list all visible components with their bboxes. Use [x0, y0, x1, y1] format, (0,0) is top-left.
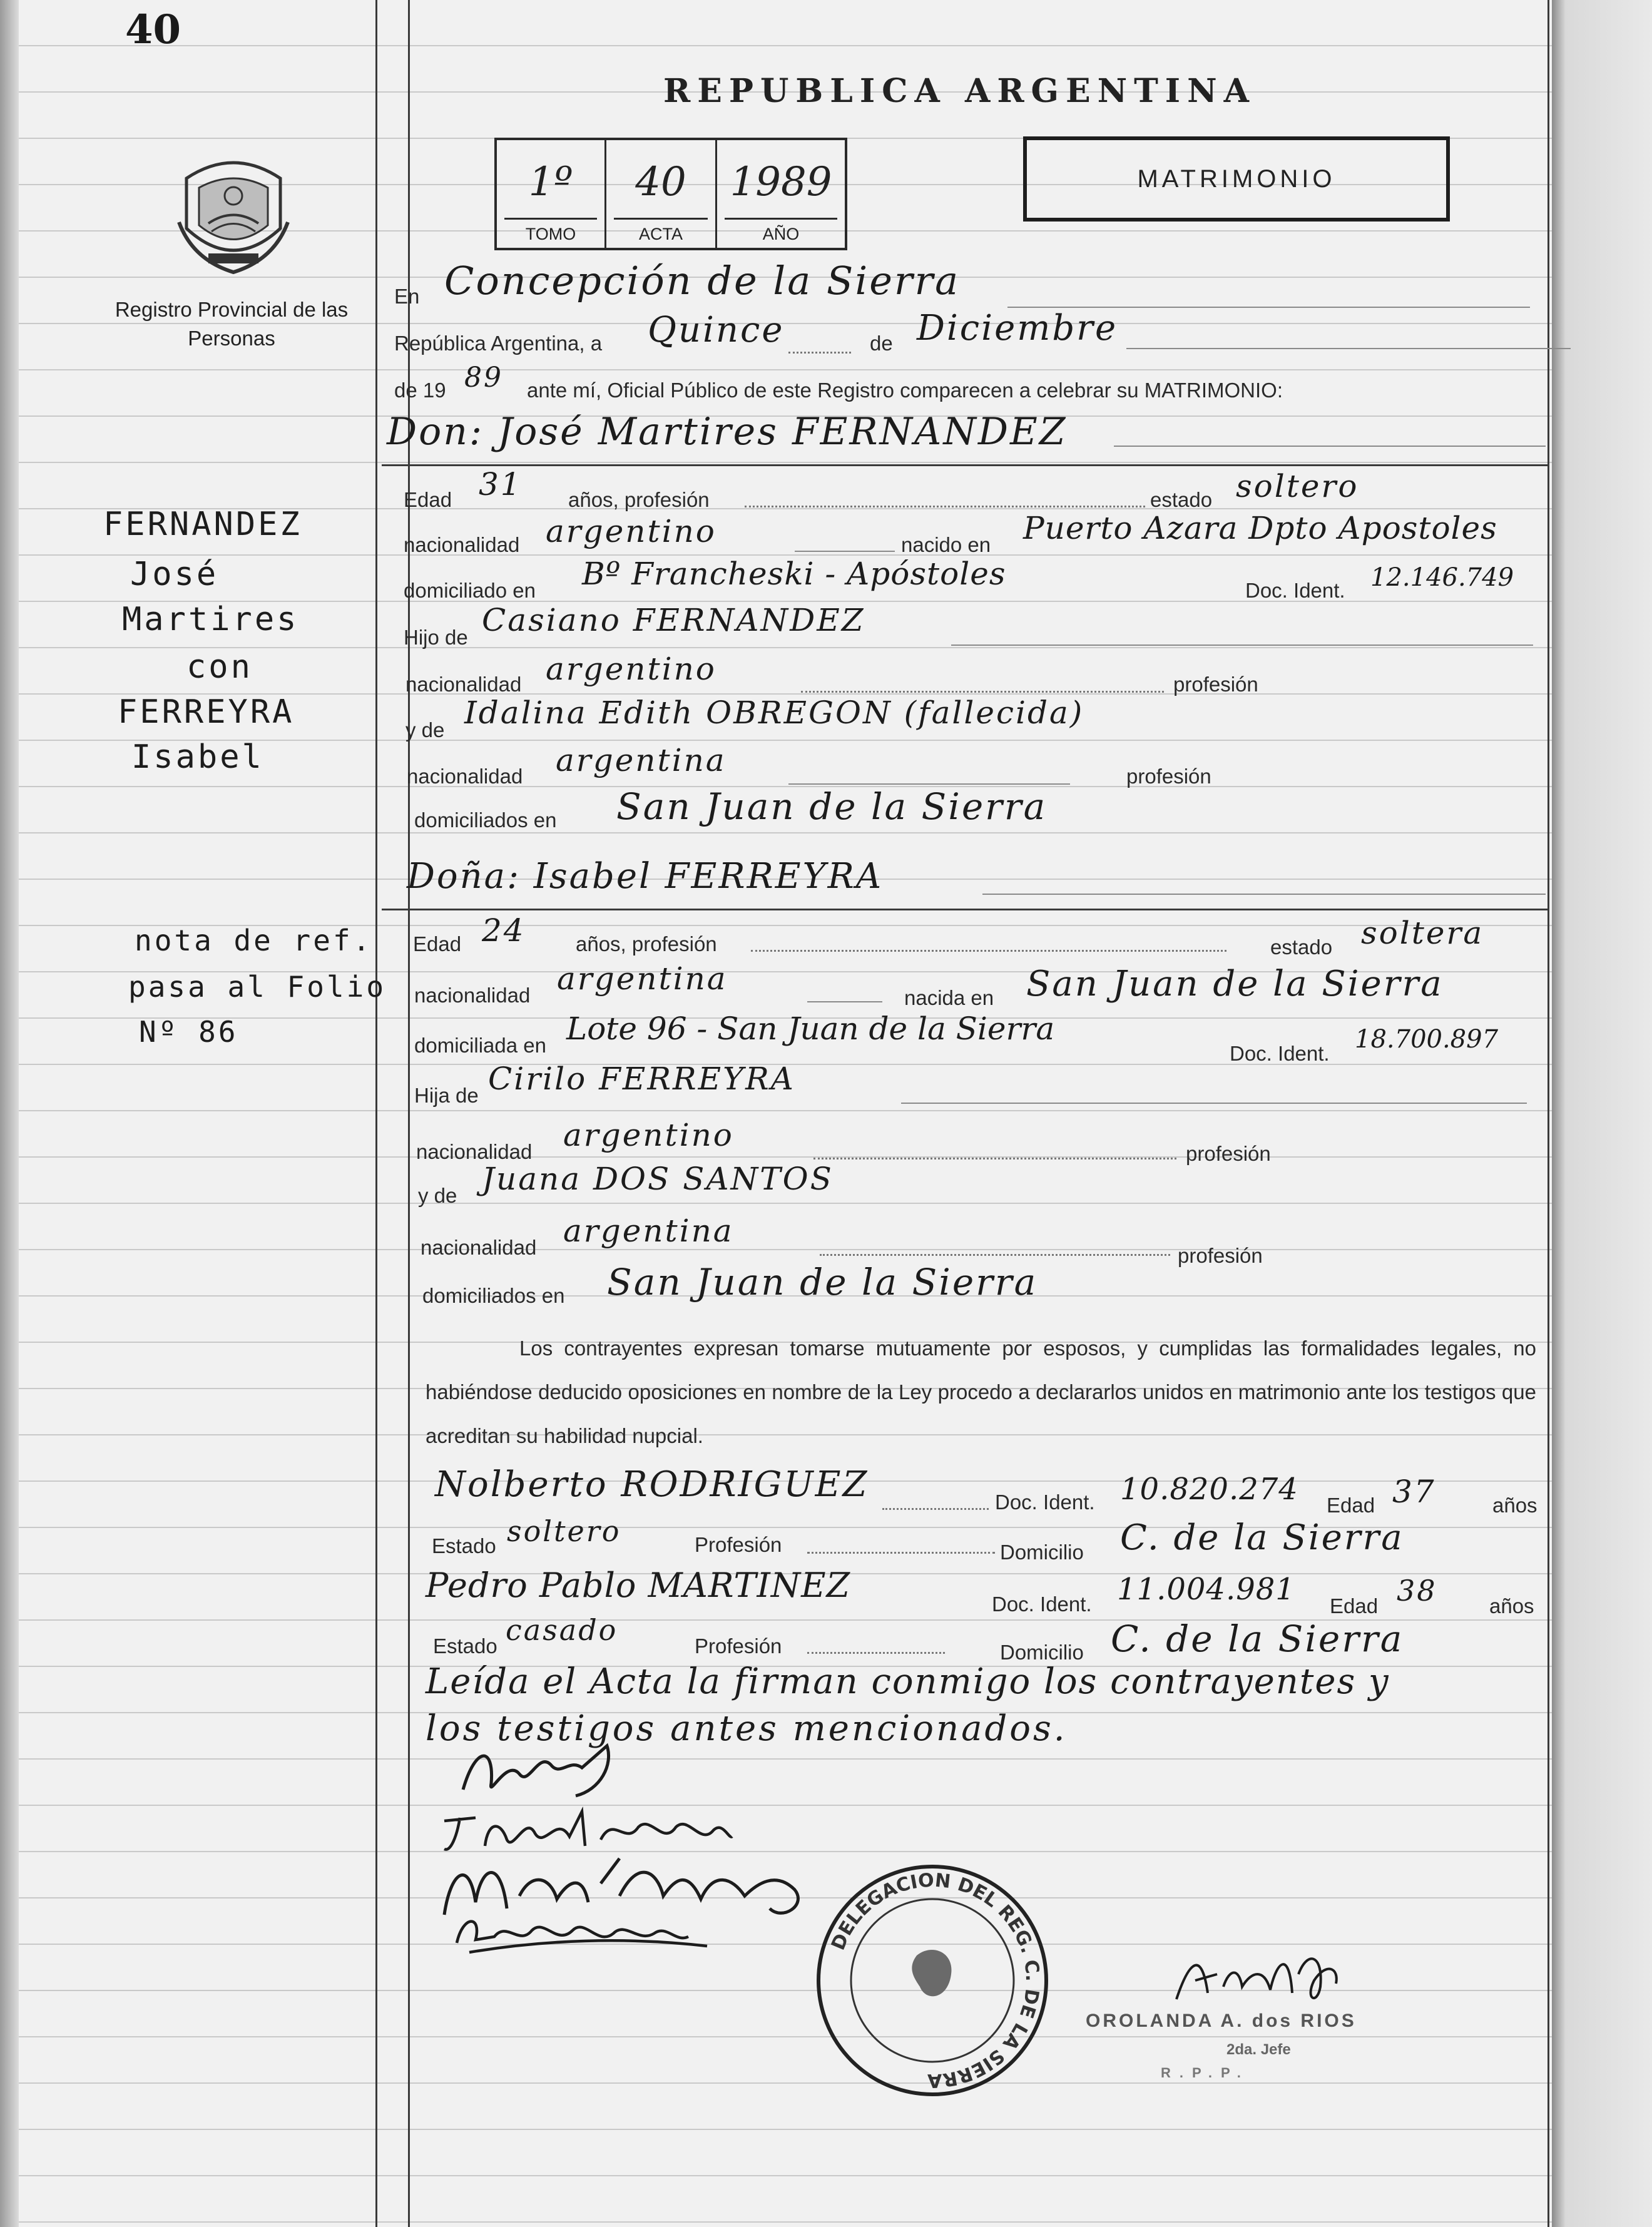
label: nacionalidad	[416, 1140, 533, 1163]
bride-estado: soltera	[1361, 915, 1484, 951]
label: Estado	[432, 1534, 496, 1557]
label: Domicilio	[1000, 1641, 1084, 1664]
label: Profesión	[695, 1634, 782, 1658]
month-value: Diciembre	[917, 308, 1118, 349]
label: nacionalidad	[405, 673, 522, 696]
label: años	[1489, 1594, 1534, 1618]
groom-mother-nacionalidad: argentina	[556, 742, 727, 778]
year-suffix: 89	[464, 362, 503, 394]
groom-doc: 12.146.749	[1370, 563, 1514, 592]
label: Doc. Ident.	[1230, 1042, 1330, 1065]
registry-round-stamp-icon	[813, 1862, 1051, 2102]
groom-nacionalidad: argentino	[546, 513, 716, 549]
margin-name-line: FERREYRA	[118, 693, 295, 731]
registry-name: Registro Provincial de las Personas	[115, 298, 349, 350]
label: profesión	[1126, 765, 1211, 788]
record-type-box: MATRIMONIO	[1023, 136, 1450, 222]
bride-mother: Juana DOS SANTOS	[482, 1161, 834, 1197]
label: años, profesión	[576, 932, 717, 956]
bride-nacionalidad: argentina	[557, 961, 728, 997]
year-prefix: de 19	[394, 379, 446, 402]
book-edge	[1552, 0, 1652, 2227]
reading-note-line: los testigos antes mencionados.	[426, 1708, 1068, 1749]
label: Edad	[413, 932, 462, 956]
label: profesión	[1173, 673, 1258, 696]
label: Hija de	[414, 1084, 479, 1107]
bride-parents-domicilio: San Juan de la Sierra	[607, 1261, 1038, 1303]
label: estado	[1270, 935, 1333, 959]
margin-name-line: con	[186, 648, 253, 686]
signature-oficial	[1170, 1937, 1345, 2015]
label: profesión	[1178, 1244, 1263, 1267]
ano-value: 1989	[730, 159, 832, 205]
witness-2-name: Pedro Pablo MARTINEZ	[426, 1566, 851, 1605]
de-label: de	[870, 332, 893, 355]
witness-1-domicilio: C. de la Sierra	[1120, 1517, 1404, 1558]
groom-father-nacionalidad: argentino	[546, 651, 716, 687]
label: nacido en	[901, 533, 991, 556]
bride-father-nacionalidad: argentino	[563, 1117, 734, 1153]
label: Domicilio	[1000, 1541, 1084, 1564]
groom-section-rule	[382, 464, 1549, 466]
label: nacionalidad	[404, 533, 520, 556]
margin-name-line: Martires	[122, 601, 299, 638]
label: y de	[418, 1184, 457, 1207]
label: Hijo de	[404, 626, 468, 649]
bride-mother-nacionalidad: argentina	[563, 1213, 734, 1249]
tomo-cell	[497, 140, 606, 248]
label: y de	[405, 718, 445, 741]
groom-domicilio: Bº Francheski - Apóstoles	[582, 556, 1006, 592]
bride-heading: Doña: Isabel FERREYRA	[407, 856, 884, 897]
republic-label: República Argentina, a	[394, 332, 603, 355]
label: Doc. Ident.	[1245, 579, 1345, 602]
label: nacionalidad	[407, 765, 523, 788]
acta-cell	[606, 140, 717, 248]
label: profesión	[1186, 1142, 1271, 1165]
margin-rule	[375, 0, 377, 2227]
groom-birthplace: Puerto Azara Dpto Apostoles	[1023, 510, 1497, 546]
label: nacionalidad	[414, 984, 531, 1007]
bride-doc: 18.700.897	[1355, 1025, 1499, 1054]
groom-father: Casiano FERNANDEZ	[482, 602, 865, 638]
groom-heading: Don: José Martires FERNANDEZ	[387, 410, 1068, 454]
label: Edad	[1330, 1594, 1379, 1618]
witness-1-age: 37	[1392, 1474, 1436, 1510]
bride-father: Cirilo FERREYRA	[488, 1061, 795, 1097]
page-number: 40	[125, 6, 181, 53]
signature-contrayente-1	[451, 1740, 638, 1812]
en-label: En	[394, 285, 420, 308]
label: Edad	[404, 488, 452, 511]
margin-name-line: Isabel	[131, 738, 264, 776]
registry-number-box	[494, 138, 847, 250]
signature-testigo-2	[451, 1908, 713, 1962]
official-stamp-name: OROLANDA A. dos RIOS	[1086, 2010, 1357, 2031]
witness-1-estado: soltero	[507, 1514, 621, 1548]
margin-name-line: José	[130, 556, 219, 593]
label: domiciliados en	[422, 1284, 565, 1307]
witness-1-doc: 10.820.274	[1120, 1472, 1298, 1507]
witness-2-age: 38	[1397, 1574, 1437, 1608]
official-stamp-org: R.P.P.	[1161, 2065, 1250, 2081]
label: domiciliado en	[404, 579, 536, 602]
country-title: REPUBLICA ARGENTINA	[663, 72, 1257, 110]
witness-1-name: Nolberto RODRIGUEZ	[435, 1464, 869, 1505]
label: Edad	[1327, 1494, 1375, 1517]
closing-paragraph	[426, 1327, 1536, 1458]
label: nacionalidad	[421, 1236, 537, 1259]
stamp-text: DELEGACION DEL REG. C. DE LA SIERRA	[827, 1869, 1044, 2092]
bride-age: 24	[482, 912, 526, 949]
witness-2-estado: casado	[506, 1613, 618, 1647]
right-margin-rule	[1547, 0, 1549, 2227]
closing-text: Los contrayentes expresan tomarse mutuamente por esposos, y cumplidas las formalidades legales, no habiéndose deducido oposiciones en nombre de la Ley procedo a declararlos unidos en matrimonio ante los testigos que acreditan su habilidad nupcial.	[426, 1337, 1536, 1447]
groom-estado: soltero	[1236, 468, 1359, 504]
label: estado	[1150, 488, 1213, 511]
tomo-value: 1º	[528, 159, 573, 205]
groom-age: 31	[479, 466, 523, 502]
margin-reference-line: nota de ref.	[135, 924, 373, 957]
label: años, profesión	[568, 488, 710, 511]
label: nacida en	[904, 986, 994, 1009]
label: años	[1492, 1494, 1537, 1517]
ano-label: AÑO	[762, 225, 800, 243]
acta-value: 40	[635, 159, 686, 205]
tomo-label: TOMO	[525, 225, 576, 243]
groom-parents-domicilio: San Juan de la Sierra	[616, 785, 1048, 828]
provincial-seal-icon	[174, 153, 293, 278]
groom-mother: Idalina Edith OBREGON (fallecida)	[464, 695, 1084, 731]
margin-reference-line: pasa al Folio	[128, 970, 387, 1004]
bride-section-rule	[382, 909, 1549, 910]
bride-birthplace: San Juan de la Sierra	[1026, 964, 1444, 1004]
label: Doc. Ident.	[995, 1491, 1095, 1514]
bride-domicilio: Lote 96 - San Juan de la Sierra	[566, 1011, 1055, 1047]
label: domiciliados en	[414, 808, 557, 832]
matrimonio-statement: ante mí, Oficial Público de este Registro comparecen a celebrar su MATRIMONIO:	[527, 379, 1283, 402]
witness-2-domicilio: C. de la Sierra	[1111, 1618, 1404, 1660]
witness-2-doc: 11.004.981	[1117, 1572, 1295, 1607]
day-value: Quince	[648, 310, 785, 350]
ano-cell	[717, 140, 845, 248]
acta-label: ACTA	[638, 225, 683, 243]
margin-reference-line: Nº 86	[139, 1015, 238, 1049]
label: Doc. Ident.	[992, 1593, 1092, 1616]
official-stamp-title: 2da. Jefe	[1226, 2041, 1291, 2058]
place-value: Concepción de la Sierra	[444, 258, 961, 303]
margin-name-line: FERNANDEZ	[103, 506, 302, 543]
book-gutter	[0, 0, 19, 2227]
reading-note-line: Leída el Acta la firman conmigo los contrayentes y	[426, 1661, 1390, 1702]
label: domiciliada en	[414, 1034, 546, 1057]
label: Estado	[433, 1634, 497, 1658]
label: Profesión	[695, 1533, 782, 1556]
